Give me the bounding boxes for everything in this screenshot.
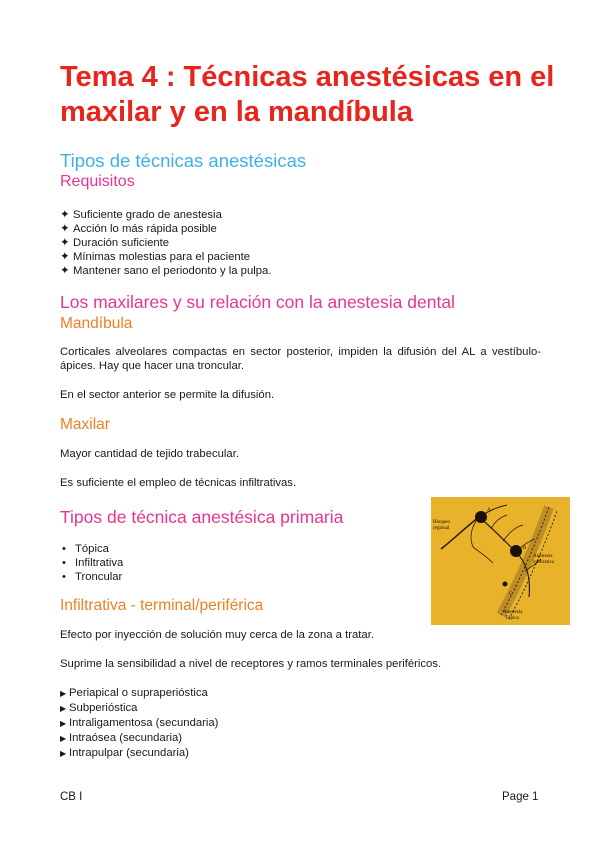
bullet-dot-icon: •	[62, 571, 66, 583]
footer-page-number: Page 1	[502, 791, 539, 803]
list-item: ▶ Periapical o supraperióstica	[60, 687, 208, 699]
label-a: A	[487, 508, 491, 513]
injection-point-a	[475, 511, 487, 523]
tipos-list	[60, 542, 123, 584]
subheading-mandibula: Mandíbula	[60, 315, 133, 332]
heading-infiltrativa: Infiltrativa - terminal/periférica	[60, 597, 264, 614]
triangle-right-icon: ▶	[60, 689, 67, 698]
injection-point-c	[503, 582, 508, 587]
list-item: ✦ Mínimas molestias para el paciente	[60, 251, 251, 263]
list-item: ▶ Subperióstica	[60, 702, 138, 714]
label-anestesia-infiltrativa: Anestesia infiltrativa	[533, 554, 555, 565]
four-point-star-icon: ✦	[60, 237, 70, 249]
infiltrativa-list	[60, 686, 218, 761]
list-item: • Infiltrativa	[62, 557, 124, 569]
list-item: • Troncular	[62, 571, 123, 583]
list-item: ▶ Intraligamentosa (secundaria)	[60, 717, 219, 729]
four-point-star-icon: ✦	[60, 265, 70, 277]
list-item: ✦ Duración suficiente	[60, 237, 170, 249]
injection-point-b	[510, 545, 522, 557]
label-c: C	[509, 592, 513, 597]
list-item: • Tópica	[62, 543, 109, 555]
four-point-star-icon: ✦	[60, 209, 70, 221]
footer-left: CB I	[60, 791, 83, 803]
subheading-requisitos: Requisitos	[60, 173, 135, 190]
requisitos-list	[60, 208, 271, 278]
paragraph-infiltrativa-2: Suprime la sensibilidad a nivel de receptores y ramos terminales periféricos.	[60, 658, 442, 670]
label-anestesia-topica: Anestesia Tópica	[503, 610, 523, 621]
triangle-right-icon: ▶	[60, 704, 67, 713]
paragraph-mandibula-1: Corticales alveolares compactas en sector posterior, impiden la difusión del AL a vestíbulo-ápices. Hay que hacer una troncular.	[60, 346, 541, 372]
label-b: B	[523, 546, 527, 551]
heading-tipos-tecnicas: Tipos de técnicas anestésicas	[60, 150, 307, 171]
nerve-diagram-illustration	[431, 497, 570, 625]
anesthesia-diagram-image	[431, 497, 570, 625]
list-item: ✦ Acción lo más rápida posible	[60, 223, 217, 235]
bullet-dot-icon: •	[62, 543, 66, 555]
page-title: Tema 4 : Técnicas anestésicas en el maxilar y en la mandíbula	[60, 61, 555, 128]
heading-tipos-primaria: Tipos de técnica anestésica primaria	[60, 507, 344, 527]
bullet-dot-icon: •	[62, 557, 66, 569]
triangle-right-icon: ▶	[60, 734, 67, 743]
subheading-maxilar: Maxilar	[60, 416, 110, 433]
list-item: ✦ Suficiente grado de anestesia	[60, 209, 222, 221]
triangle-right-icon: ▶	[60, 719, 67, 728]
list-item: ▶ Intraósea (secundaria)	[60, 732, 183, 744]
triangle-right-icon: ▶	[60, 749, 67, 758]
four-point-star-icon: ✦	[60, 251, 70, 263]
list-item: ▶ Intrapulpar (secundaria)	[60, 747, 189, 759]
list-item: ✦ Mantener sano el periodonto y la pulpa.	[60, 265, 272, 277]
label-bloqueo-regional: Bloqueo regional	[433, 520, 450, 531]
four-point-star-icon: ✦	[60, 223, 70, 235]
paragraph-maxilar-2: Es suficiente el empleo de técnicas infiltrativas.	[60, 477, 297, 489]
paragraph-maxilar-1: Mayor cantidad de tejido trabecular.	[60, 448, 239, 460]
paragraph-infiltrativa-1: Efecto por inyección de solución muy cerca de la zona a tratar.	[60, 629, 374, 641]
heading-maxilares-relacion: Los maxilares y su relación con la anestesia dental	[60, 292, 455, 312]
paragraph-mandibula-2: En el sector anterior se permite la difusión.	[60, 389, 275, 401]
